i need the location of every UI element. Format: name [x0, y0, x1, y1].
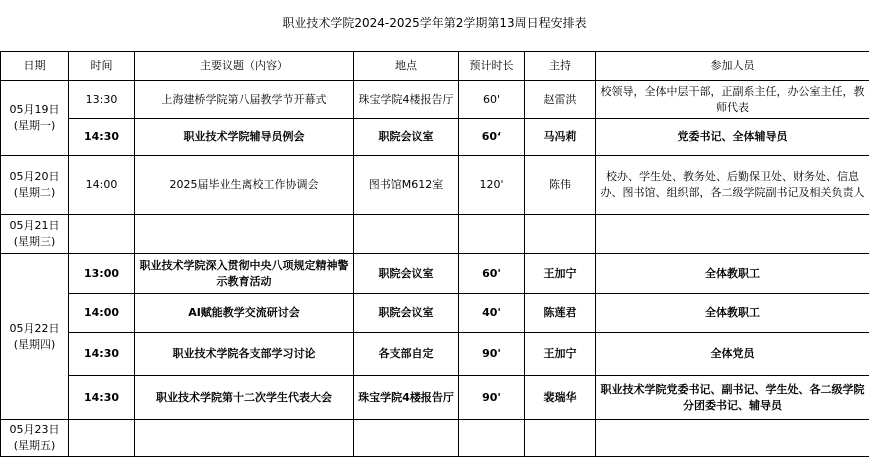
header-time: 时间: [69, 52, 135, 81]
table-row: [1, 333, 869, 376]
event-attendees: 全体党员: [596, 333, 869, 376]
event-time: 14:00: [69, 156, 135, 215]
date-cell: [1, 81, 69, 156]
header-place: 地点: [354, 52, 459, 81]
empty-cell: [135, 420, 354, 457]
event-time: 14:30: [69, 333, 135, 376]
weekday-text: (星期五): [13, 439, 56, 452]
header-attendees: 参加人员: [596, 52, 869, 81]
weekday-text: (星期四): [13, 337, 56, 351]
date-text: 05月23日: [9, 423, 60, 436]
table-row: [1, 81, 869, 119]
empty-cell: [354, 215, 459, 254]
event-duration: 60': [459, 81, 525, 119]
event-attendees: 全体教职工: [596, 294, 869, 333]
table-row: [1, 294, 869, 333]
empty-cell: [69, 215, 135, 254]
date-text: 05月19日: [9, 103, 60, 116]
empty-cell: [459, 420, 525, 457]
event-topic: 职业技术学院辅导员例会: [135, 119, 354, 156]
table-row: [1, 119, 869, 156]
event-attendees: 校领导，全体中层干部，正副系主任，办公室主任，教师代表: [596, 81, 869, 119]
header-duration: 预计时长: [459, 52, 525, 81]
event-time: 14:30: [69, 376, 135, 420]
date-text: 05月22日: [9, 321, 60, 335]
date-cell: [1, 254, 69, 420]
event-duration: 90': [459, 376, 525, 420]
event-time: 14:30: [69, 119, 135, 156]
event-place: 图书馆M612室: [354, 156, 459, 215]
event-place: 珠宝学院4楼报告厅: [354, 376, 459, 420]
event-topic: 职业技术学院深入贯彻中央八项规定精神警示教育活动: [135, 254, 354, 294]
schedule-table: [0, 51, 869, 457]
event-topic: 2025届毕业生离校工作协调会: [135, 156, 354, 215]
event-topic: 上海建桥学院第八届教学节开幕式: [135, 81, 354, 119]
header-row: [1, 52, 869, 81]
event-duration: 90': [459, 333, 525, 376]
event-attendees: 职业技术学院党委书记、副书记、学生处、各二级学院分团委书记、辅导员: [596, 376, 869, 420]
table-row: [1, 420, 869, 457]
table-row: [1, 376, 869, 420]
event-attendees: 校办、学生处、教务处、后勤保卫处、财务处、信息办、图书馆、组织部，各二级学院副书记及相关负责人: [596, 156, 869, 215]
event-topic: 职业技术学院第十二次学生代表大会: [135, 376, 354, 420]
event-duration: 120': [459, 156, 525, 215]
empty-cell: [525, 420, 596, 457]
event-host: 王加宁: [525, 333, 596, 376]
empty-cell: [135, 215, 354, 254]
date-text: 05月21日: [9, 219, 60, 232]
event-attendees: 党委书记、全体辅导员: [596, 119, 869, 156]
event-time: 13:30: [69, 81, 135, 119]
empty-cell: [525, 215, 596, 254]
event-host: 陈伟: [525, 156, 596, 215]
event-host: 王加宁: [525, 254, 596, 294]
weekday-text: (星期三): [13, 235, 56, 248]
event-topic: 职业技术学院各支部学习讨论: [135, 333, 354, 376]
weekday-text: (星期一): [13, 119, 56, 132]
empty-cell: [596, 420, 869, 457]
event-host: 马冯莉: [525, 119, 596, 156]
event-attendees: 全体教职工: [596, 254, 869, 294]
table-row: [1, 254, 869, 294]
schedule-title: 职业技术学院2024-2025学年第2学期第13周日程安排表: [282, 16, 587, 30]
date-text: 05月20日: [9, 170, 60, 183]
header-date: 日期: [1, 52, 69, 81]
event-topic: AI赋能教学交流研讨会: [135, 294, 354, 333]
empty-cell: [459, 215, 525, 254]
empty-cell: [596, 215, 869, 254]
date-cell: [1, 420, 69, 457]
event-duration: 60': [459, 254, 525, 294]
empty-cell: [354, 420, 459, 457]
event-time: 13:00: [69, 254, 135, 294]
event-place: 各支部自定: [354, 333, 459, 376]
event-place: 职院会议室: [354, 119, 459, 156]
event-place: 珠宝学院4楼报告厅: [354, 81, 459, 119]
date-cell: [1, 215, 69, 254]
event-duration: 60‘: [459, 119, 525, 156]
table-row: [1, 156, 869, 215]
header-host: 主持: [525, 52, 596, 81]
event-host: 赵雷洪: [525, 81, 596, 119]
event-place: 职院会议室: [354, 294, 459, 333]
event-place: 职院会议室: [354, 254, 459, 294]
weekday-text: (星期二): [13, 186, 56, 199]
event-duration: 40': [459, 294, 525, 333]
empty-cell: [69, 420, 135, 457]
event-host: 陈莲君: [525, 294, 596, 333]
header-topic: 主要议题（内容）: [135, 52, 354, 81]
event-host: 裴瑞华: [525, 376, 596, 420]
date-cell: [1, 156, 69, 215]
table-row: [1, 215, 869, 254]
event-time: 14:00: [69, 294, 135, 333]
